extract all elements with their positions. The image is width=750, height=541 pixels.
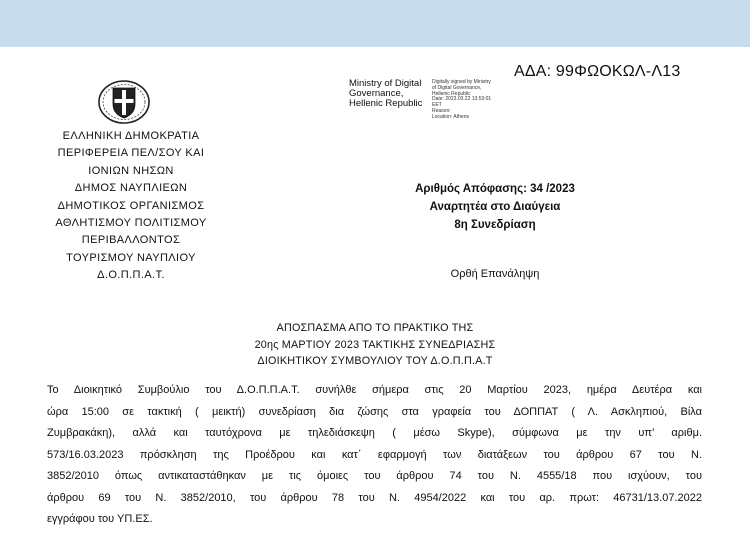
heading-line: ΔΙΟΙΚΗΤΙΚΟΥ ΣΥΜΒΟΥΛΙΟΥ ΤΟΥ Δ.Ο.Π.Π.Α.Τ	[257, 355, 493, 368]
paragraph-line: ώρα 15:00 σε τακτική ( μεικτή) συνεδρίαση δια ζώσης στα γραφεία του ΔΟΠΠΑΤ ( Λ. Ασκληπιού, Βίλα	[47, 405, 702, 418]
organization-line: ΕΛΛΗΝΙΚΗ ΔΗΜΟΚΡΑΤΙΑ	[62, 130, 200, 142]
decision-info	[360, 180, 630, 234]
signer-line: Hellenic Republic	[349, 98, 423, 109]
signature-detail-line: Reason:	[432, 107, 451, 114]
paragraph-line: Ζυμβρακάκη), αλλά και ταυτόχρονα με τηλεδιάσκεψη ( μέσω Skype), σύμφωνα με την υπ’ αριθμ.	[47, 427, 702, 439]
issuing-organization	[36, 128, 226, 285]
heading-line: 20ης ΜΑΡΤΙΟΥ 2023 ΤΑΚΤΙΚΗΣ ΣΥΝΕΔΡΙΑΣΗΣ	[254, 338, 496, 351]
organization-line: ΙΟΝΙΩΝ ΝΗΣΩΝ	[88, 164, 174, 177]
digital-signature-details	[432, 80, 491, 121]
paragraph-line: 3852/2010 όπως αντικαταστάθηκαν με τις όμοιες του άρθρου 74 του Ν. 4555/18 που ισχύουν, του	[47, 470, 702, 482]
paragraph-line: 573/16.03.2023 πρόσκληση της Προέδρου και κατ΄ εφαρμογή των διατάξεων του άρθρου 67 του Ν.	[47, 448, 702, 461]
organization-line: ΠΕΡΙΦΕΡΕΙΑ ΠΕΛ/ΣΟΥ ΚΑΙ	[57, 147, 205, 160]
digital-signature-signer	[349, 79, 422, 109]
organization-line: Δ.Ο.Π.Π.Α.Τ.	[97, 269, 165, 282]
decision-number: Αριθμός Απόφασης: 34 /2023	[415, 183, 575, 195]
heading-line: ΑΠΟΣΠΑΣΜΑ ΑΠΟ ΤΟ ΠΡΑΚΤΙΚΟ ΤΗΣ	[276, 322, 474, 334]
paragraph-line: Το Διοικητικό Συμβούλιο του Δ.Ο.Π.Π.Α.Τ. συνήλθε σήμερα στις 20 Μαρτίου 2023, ημέρα Δευτέρα και	[47, 384, 702, 396]
signature-detail-line: of Digital Governance,	[432, 84, 482, 91]
organization-line: ΤΟΥΡΙΣΜΟΥ ΝΑΥΠΛΙΟΥ	[66, 251, 196, 264]
signature-detail-line: Date: 2023.03.22 13:53:01	[432, 96, 492, 103]
signature-detail-line: Location: Athens	[432, 113, 469, 120]
paragraph-line: άρθρου 69 του Ν. 3852/2010, του άρθρου 78 του Ν. 4954/2022 και του αρ. πρωτ: 46731/13.07.2022	[47, 491, 702, 504]
ada-code: ΑΔΑ: 99ΦΩΟΚΩΛ-Λ13	[514, 63, 681, 80]
organization-line: ΠΕΡΙΒΑΛΛΟΝΤΟΣ	[81, 234, 181, 247]
session-number: 8η Συνεδρίαση	[454, 219, 536, 231]
signature-detail-line: Hellenic Republic	[432, 90, 471, 97]
correction-note: Ορθή Επανάληψη	[450, 268, 540, 280]
signer-line: Governance,	[349, 88, 404, 99]
top-banner	[0, 0, 750, 47]
signer-line: Ministry of Digital	[349, 78, 422, 89]
document-heading	[140, 320, 610, 370]
publication-note: Αναρτητέα στο Διαύγεια	[429, 201, 561, 213]
paragraph-line: εγγράφου του ΥΠ.ΕΣ.	[47, 513, 153, 525]
greek-coat-of-arms-icon	[98, 80, 150, 124]
signature-detail-line: EET	[432, 102, 442, 109]
organization-line: ΔΗΜΟΤΙΚΟΣ ΟΡΓΑΝΙΣΜΟΣ	[57, 199, 205, 212]
signature-detail-line: Digitally signed by Ministry	[432, 79, 491, 85]
organization-line: ΔΗΜΟΣ ΝΑΥΠΛΙΕΩΝ	[74, 182, 188, 195]
organization-line: ΑΘΛΗΤΙΣΜΟΥ ΠΟΛΙΤΙΣΜΟΥ	[55, 217, 207, 230]
body-paragraph	[47, 380, 702, 531]
